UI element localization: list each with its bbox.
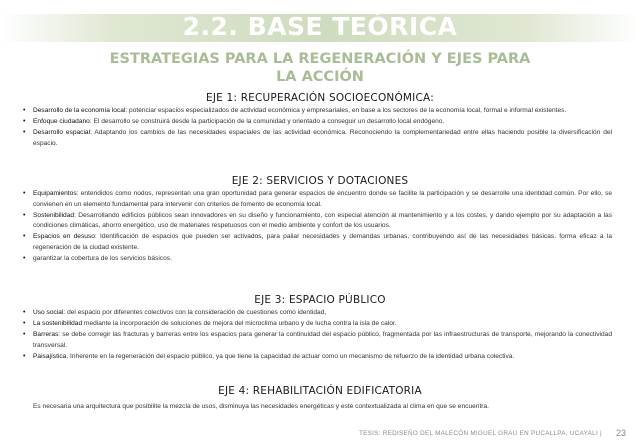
page-number: 23 bbox=[615, 428, 626, 438]
item-term: Barreras bbox=[33, 331, 59, 339]
item-text: potenciar espacios especializados de actividad económica y empresariales, en base a los sectores de la economía local, formal e informal existentes. bbox=[127, 107, 567, 114]
list-item bbox=[22, 254, 612, 265]
list-item bbox=[22, 308, 612, 319]
eje1-heading: EJE 1: RECUPERACIÓN SOCIOECONÓMICA: bbox=[206, 92, 434, 104]
item-term: Desarrollo espacial: bbox=[33, 129, 92, 137]
list-item bbox=[22, 117, 612, 128]
bullet-icon: • bbox=[23, 255, 26, 263]
eje2-heading: EJE 2: SERVICIOS Y DOTACIONES bbox=[231, 175, 409, 187]
item-text: . Inherente en la regeneración del espacio público, ya que tiene la capacidad de actuar como un mecanismo de refuerzo de la identidad urbana colectiva. bbox=[66, 352, 515, 360]
item-text: : entendidos como nodos, representan una gran oportunidad para generar espacios de encuentro donde se facilite la participación y se desarrolle una identidad común. Por ello, se convienen en un elemento fundamental para intervenir con criterios de fomento de economía local. bbox=[33, 190, 612, 208]
item-text: : El desarrollo se construirá desde la participación de la comunidad y orientado a conseguir un desarrollo local endógeno. bbox=[89, 118, 445, 126]
section-title: 2.2. BASE TEÓRICA bbox=[182, 12, 458, 41]
eje4-heading: EJE 4: REHABILITACIÓN EDIFICATORIA bbox=[218, 385, 422, 397]
bullet-icon: • bbox=[23, 320, 26, 328]
list-item bbox=[22, 189, 612, 210]
page-subtitle bbox=[60, 50, 580, 86]
item-term: Enfoque ciudadano bbox=[33, 118, 90, 126]
eje3-heading: EJE 3: ESPACIO PÚBLICO bbox=[254, 294, 386, 306]
bullet-icon: • bbox=[23, 331, 26, 339]
item-text: : Desarrollando edificios públicos sean innovadores en su diseño y funcionamiento, con especial atención al mantenimiento y a los costes, y dando ejemplo por su adaptación a las condiciones climáticas, ahorro energético, uso de materiales respetuosos con el medio ambiente y confort de los usuarios. bbox=[33, 211, 612, 230]
bullet-icon: • bbox=[23, 211, 26, 219]
eje1-list bbox=[22, 106, 612, 150]
subtitle-line-2: LA ACCIÓN bbox=[276, 69, 364, 85]
list-item bbox=[22, 128, 612, 149]
footer-thesis-title: TESIS: REDISEÑO DEL MALECÓN MIGUEL GRAU EN PUCALLPA, UCAYALI | bbox=[358, 430, 602, 437]
bullet-icon: • bbox=[23, 107, 26, 114]
item-term: Desarrollo de la economía local: bbox=[33, 107, 128, 114]
bullet-icon: • bbox=[23, 352, 26, 360]
bullet-icon: • bbox=[23, 190, 26, 197]
bullet-icon: • bbox=[23, 118, 26, 126]
list-item bbox=[22, 211, 612, 232]
list-item bbox=[22, 352, 612, 363]
list-item bbox=[22, 106, 612, 117]
item-term: Espacios en desuso bbox=[33, 233, 95, 241]
bullet-icon: • bbox=[23, 129, 26, 137]
eje2-list bbox=[22, 189, 612, 265]
subtitle-line-1: ESTRATEGIAS PARA LA REGENERACIÓN Y EJES PARA bbox=[109, 51, 531, 67]
item-term: Equipamientos bbox=[33, 190, 77, 197]
eje3-list bbox=[22, 308, 612, 363]
item-text: Adaptando los cambios de las necesidades espaciales de las actividad económica. Reconociendo la complementariedad entre ellas haciendo posible la diversificación del espacio. bbox=[33, 129, 613, 147]
list-item bbox=[22, 319, 612, 330]
item-text: : del espacio por diferentes colectivos con la consideración de cuestiones como identidad, bbox=[63, 309, 327, 316]
item-term: Uso social bbox=[33, 309, 64, 316]
item-text: : Identificación de espacios que pueden ser activados, para paliar necesidades y demandas urbanas, contribuyendo así de las necesidades básicas. forma eficaz a la regeneración de la ciudad existente. bbox=[33, 233, 613, 251]
eje4-paragraph: Es necesaria una arquitectura que posibilite la mezcla de usos, disminuya las necesidades energéticas y esté contextualizada al clima en que se encuentra. bbox=[33, 403, 489, 410]
item-text: mediante la incorporación de soluciones de mejora del microclima urbano y de lucha contra la isla de calor. bbox=[82, 320, 397, 328]
item-text: : se debe corregir las fracturas y barreras entre los espacios para generar la continuidad del espacio público, fragmentada por las infraestructuras de transporte, mejorando la conectividad transversal. bbox=[33, 331, 612, 349]
item-term: Paisajística bbox=[33, 352, 67, 360]
bullet-icon: • bbox=[23, 309, 26, 316]
list-item bbox=[22, 330, 612, 351]
item-text: garantizar la cobertura de los servicios básicos. bbox=[33, 255, 172, 263]
list-item bbox=[22, 232, 612, 253]
bullet-icon: • bbox=[23, 233, 26, 241]
item-term: Sostenibilidad bbox=[33, 211, 75, 219]
item-term: La sostenibilidad bbox=[33, 320, 83, 328]
